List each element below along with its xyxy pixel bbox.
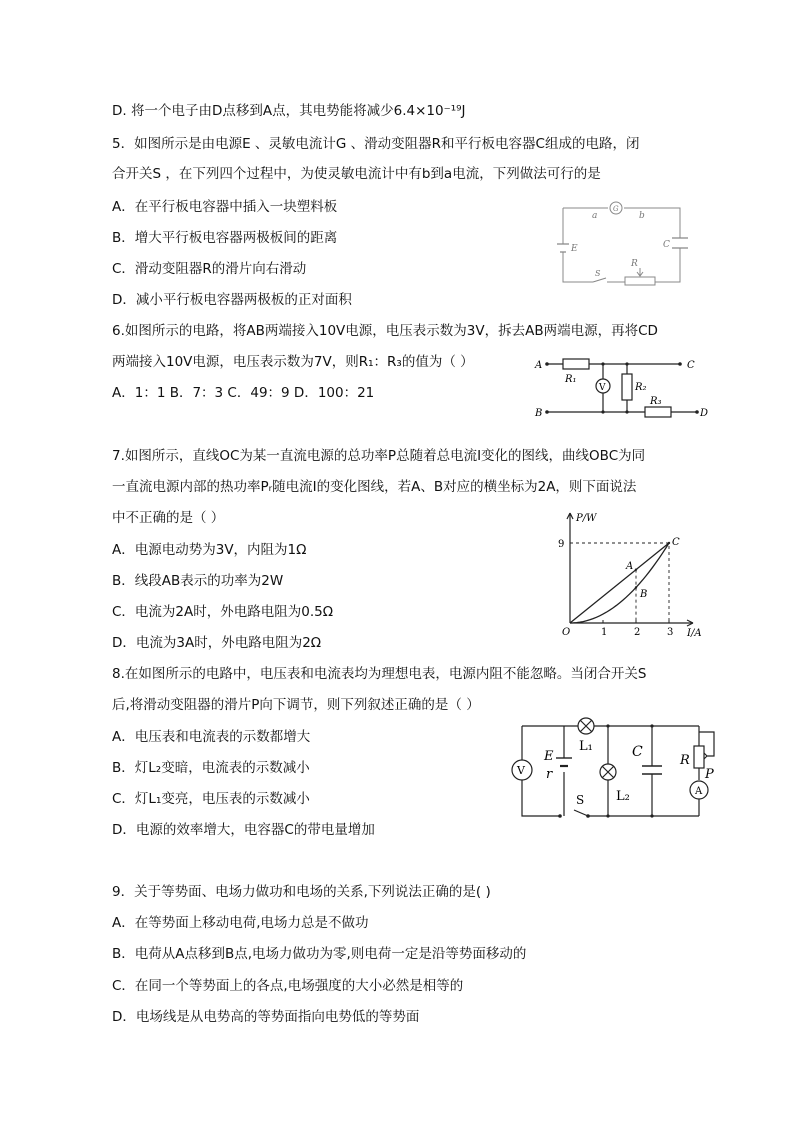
q7-option-d: D．电流为3A时，外电路电阻为2Ω [112,635,322,651]
fig6-label-a: A [535,360,543,371]
q8-stem-2: 后,将滑动变阻器的滑片P向下调节，则下列叙述正确的是（ ） [112,697,480,713]
fig7-label-a: A [626,561,634,572]
fig7-tick-2: 2 [634,627,641,638]
q8-stem-1: 8.在如图所示的电路中，电压表和电流表均为理想电表，电源内阻不能忽略。当闭合开关S [112,666,647,682]
fig7-xlabel: I/A [687,628,702,639]
fig6-voltmeter-v: V [599,383,606,393]
q9-option-c: C．在同一个等势面上的各点,电场强度的大小必然是相等的 [112,978,464,994]
fig6-label-r1: R₁ [565,374,577,385]
fig8-voltmeter-v: V [517,764,525,777]
q9-option-d: D．电场线是从电势高的等势面指向电势低的等势面 [112,1009,420,1025]
fig5-label-g: G [613,205,619,213]
fig7-tick-9: 9 [558,539,565,550]
q7-stem-2: 一直流电源内部的热功率Pᵣ随电流I的变化图线，若A、B对应的横坐标为2A，则下面说法 [112,479,637,495]
q8-option-d: D．电源的效率增大，电容器C的带电量增加 [112,822,375,838]
fig8-label-c: C [632,744,643,760]
fig8-label-r: r [546,767,553,782]
fig8-label-s: S [576,793,585,807]
fig7-tick-1: 1 [601,627,608,638]
q4-option-d: D. 将一个电子由D点移到A点，其电势能将减少6.4×10⁻¹⁹J [112,103,466,119]
fig6-label-c: C [687,360,695,371]
q7-option-c: C．电流为2A时，外电路电阻为0.5Ω [112,604,334,620]
q6-circuit-diagram [535,352,707,422]
q5-option-c: C．滑动变阻器R的滑片向右滑动 [112,261,307,277]
fig5-label-s: S [595,269,601,278]
q8-option-c: C．灯L₁变亮，电压表的示数减小 [112,791,310,807]
q5-option-d: D．减小平行板电容器两极板的正对面积 [112,292,352,308]
q9-stem: 9．关于等势面、电场力做功和电场的关系,下列说法正确的是( ) [112,884,491,900]
fig7-origin: O [562,627,571,638]
fig8-label-p: P [705,767,714,782]
q7-power-current-graph [556,505,706,640]
q5-option-a: A．在平行板电容器中插入一块塑料板 [112,199,338,215]
point-b [635,586,637,588]
q5-circuit-diagram [555,196,695,290]
fig6-label-b: B [535,408,543,419]
q9-option-b: B．电荷从A点移到B点,电场力做功为零,则电荷一定是沿等势面移动的 [112,946,527,962]
fig7-ylabel: P/W [576,513,597,524]
q7-stem-1: 7.如图所示，直线OC为某一直流电源的总功率P总随着总电流I变化的图线，曲线OBC为同 [112,448,646,464]
q6-stem-1: 6.如图所示的电路，将AB两端接入10V电源，电压表示数为3V，拆去AB两端电源，再将CD [112,323,658,339]
fig6-label-r3: R₃ [650,396,662,407]
q5-option-b: B．增大平行板电容器两极板间的距离 [112,230,338,246]
series-total-power-line [570,543,669,623]
q7-option-b: B．线段AB表示的功率为2W [112,573,284,589]
fig5-label-a: a [592,211,598,221]
fig7-label-b: B [640,589,648,600]
fig5-label-c: C [663,240,670,250]
fig8-label-rheostat: R [680,753,690,768]
fig8-label-l1: L₁ [579,739,593,754]
q9-option-a: A．在等势面上移动电荷,电场力总是不做功 [112,915,369,931]
q7-stem-3: 中不正确的是（ ） [112,510,225,526]
q8-option-a: A．电压表和电流表的示数都增大 [112,729,311,745]
q5-stem-1: 5．如图所示是由电源E 、灵敏电流计G 、滑动变阻器R和平行板电容器C组成的电路，闭 [112,136,640,152]
q6-options: A．1：1 B．7：3 C．49：9 D．100：21 [112,385,375,401]
q7-option-a: A．电源电动势为3V，内阻为1Ω [112,542,307,558]
fig7-label-c: C [672,537,680,548]
fig8-label-l2: L₂ [616,789,630,804]
q6-stem-2: 两端接入10V电源，电压表示数为7V，则R₁：R₃的值为（ ） [112,354,474,370]
fig7-tick-3: 3 [667,627,674,638]
fig6-label-r2: R₂ [635,382,647,393]
q8-option-b: B．灯L₂变暗，电流表的示数减小 [112,760,310,776]
fig8-ammeter-a: A [695,786,703,797]
point-c [668,542,670,544]
fig5-label-r: R [631,259,638,269]
fig8-label-e: E [544,749,554,764]
q5-stem-2: 合开关S ，在下列四个过程中，为使灵敏电流计中有b到a电流，下列做法可行的是 [112,166,601,182]
point-a [635,568,637,570]
q8-circuit-diagram [506,708,720,820]
fig5-label-e: E [571,244,578,254]
fig6-label-d: D [700,408,709,419]
fig5-label-b: b [639,211,645,221]
